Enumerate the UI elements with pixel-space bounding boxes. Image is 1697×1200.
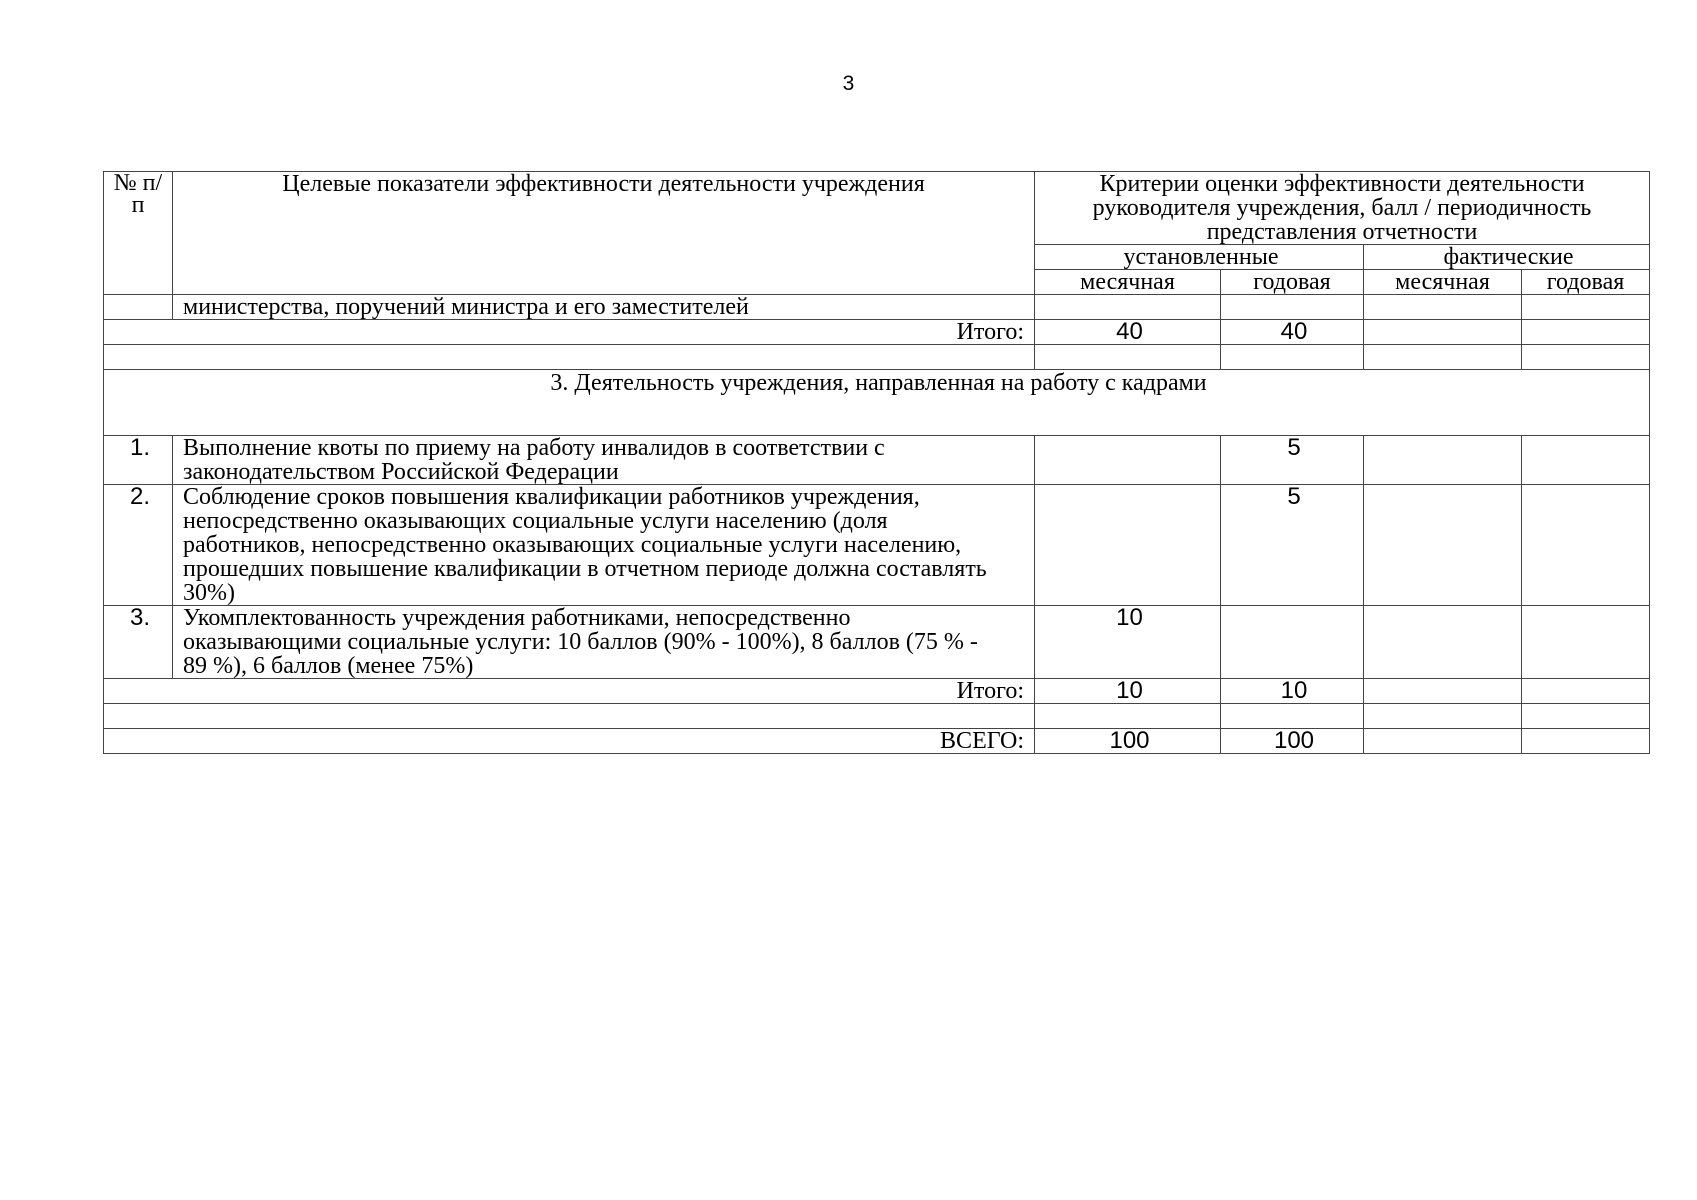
- kpi-table: [103, 171, 1650, 754]
- grand-total-label: ВСЕГО:: [104, 729, 1035, 754]
- row-num: 2.: [104, 485, 173, 606]
- header-actual: фактические: [1364, 245, 1650, 270]
- subtotal-row-2: [104, 320, 1650, 345]
- header-row-1: [104, 172, 1650, 245]
- grand-total-monthly: 100: [1035, 729, 1221, 754]
- section-title: 3. Деятельность учреждения, направленная на работу с кадрами: [104, 370, 1650, 436]
- row-text: Соблюдение сроков повышения квалификации работников учреждения, непосредственно оказывающих социальные услуги населению (доля работников, непосредственно оказывающих социальные услуги населению, прошедших повышение квалификации в отчетном периоде должна составлять 30%): [173, 485, 1035, 606]
- header-annual-established: годовая: [1221, 270, 1364, 295]
- continuation-row: [104, 295, 1650, 320]
- row-monthly: [1035, 485, 1221, 606]
- row-monthly: 10: [1035, 606, 1221, 679]
- subtotal-label: Итого:: [104, 679, 1035, 704]
- row-annual: [1221, 606, 1364, 679]
- header-monthly-actual: месячная: [1364, 270, 1522, 295]
- subtotal-row-3: [104, 679, 1650, 704]
- subtotal-monthly: 10: [1035, 679, 1221, 704]
- section-title-row: [104, 370, 1650, 436]
- spacer-row: [104, 345, 1650, 370]
- table-row: [104, 436, 1650, 485]
- header-annual-actual: годовая: [1522, 270, 1650, 295]
- table-row: [104, 606, 1650, 679]
- header-monthly-established: месячная: [1035, 270, 1221, 295]
- subtotal-annual: 40: [1221, 320, 1364, 345]
- subtotal-monthly: 40: [1035, 320, 1221, 345]
- row-text: Выполнение квоты по приему на работу инвалидов в соответствии с законодательством Российской Федерации: [173, 436, 1035, 485]
- table-row: [104, 485, 1650, 606]
- row-annual: 5: [1221, 436, 1364, 485]
- spacer-row: [104, 704, 1650, 729]
- row-text: Укомплектованность учреждения работниками, непосредственно оказывающими социальные услуги: 10 баллов (90% - 100%), 8 баллов (75 % - 89 %), 6 баллов (менее 75%): [173, 606, 1035, 679]
- page-number: 3: [842, 72, 855, 95]
- header-indicators: Целевые показатели эффективности деятельности учреждения: [173, 172, 1035, 295]
- continuation-num: [104, 295, 173, 320]
- subtotal-label: Итого:: [104, 320, 1035, 345]
- grand-total-annual: 100: [1221, 729, 1364, 754]
- subtotal-annual: 10: [1221, 679, 1364, 704]
- row-num: 1.: [104, 436, 173, 485]
- row-annual: 5: [1221, 485, 1364, 606]
- row-monthly: [1035, 436, 1221, 485]
- row-num: 3.: [104, 606, 173, 679]
- header-established: установленные: [1035, 245, 1364, 270]
- continuation-text: министерства, поручений министра и его заместителей: [173, 295, 1035, 320]
- grand-total-row: [104, 729, 1650, 754]
- header-num: № п/п: [104, 172, 173, 295]
- header-criteria: Критерии оценки эффективности деятельности руководителя учреждения, балл / периодичность представления отчетности: [1035, 172, 1650, 245]
